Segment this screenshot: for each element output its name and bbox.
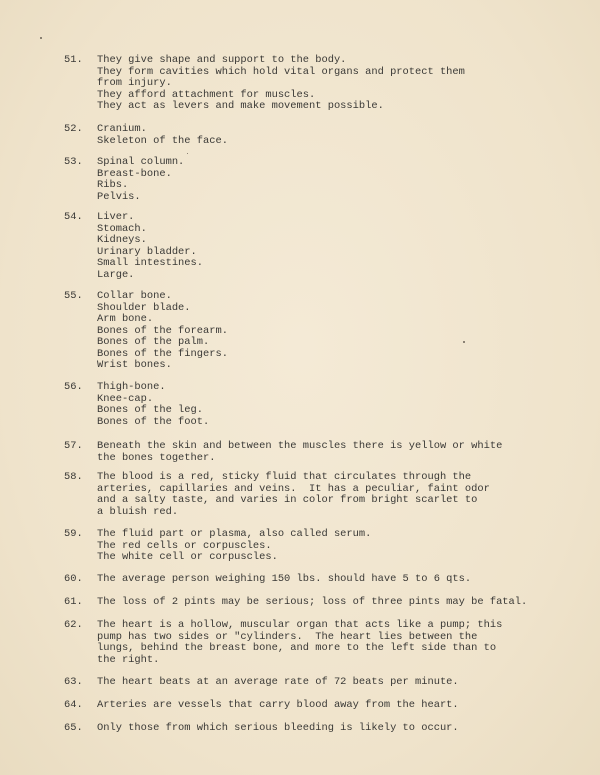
answer-62 (64, 620, 502, 666)
answer-56 (64, 382, 209, 428)
answer-text (97, 55, 465, 113)
answer-number: 53. (64, 156, 83, 168)
answer-58 (64, 472, 490, 518)
answer-line: Ribs. (97, 179, 129, 191)
answer-line: The average person weighing 150 lbs. should have 5 to 6 qts. (97, 573, 472, 585)
answer-line: The red cells or corpuscles. (97, 539, 272, 552)
answer-number: 61. (64, 596, 83, 608)
answer-line: The white cell or corpuscles. (97, 551, 278, 563)
answer-53 (64, 157, 184, 203)
paper-speck (463, 341, 465, 343)
answer-line: Pelvis. (97, 190, 141, 203)
answer-number: 65. (64, 722, 83, 734)
answer-text (97, 723, 459, 735)
answer-number: 63. (64, 676, 83, 688)
answer-line: Bones of the foot. (97, 415, 210, 428)
answer-text (97, 441, 502, 464)
answer-line: pump has two sides or "cylinders. The heart lies between the (97, 630, 478, 643)
answer-line: arteries, capillaries and veins. It has a peculiar, faint odor (97, 482, 490, 495)
answer-text (97, 291, 228, 372)
answer-line: Breast-bone. (97, 167, 172, 180)
answer-line: Knee-cap. (97, 392, 154, 405)
answer-number: 57. (64, 440, 83, 452)
answer-line: Urinary bladder. (97, 245, 197, 258)
answer-text (97, 157, 184, 203)
answer-line: Bones of the fingers. (97, 347, 228, 360)
answer-text (97, 124, 228, 147)
answer-line: Large. (97, 268, 135, 281)
answer-line: The fluid part or plasma, also called serum. (97, 528, 372, 540)
answer-text (97, 700, 459, 712)
answer-text (97, 574, 471, 586)
answer-55 (64, 291, 228, 372)
answer-line: the bones together. (97, 451, 216, 464)
answer-line: They give shape and support to the body. (97, 54, 347, 66)
answer-line: Beneath the skin and between the muscles there is yellow or white (97, 440, 503, 452)
answer-line: Bones of the forearm. (97, 324, 228, 337)
answer-number: 62. (64, 619, 83, 631)
answer-line: Only those from which serious bleeding is likely to occur. (97, 722, 459, 734)
answer-number: 51. (64, 54, 83, 66)
answer-line: Skeleton of the face. (97, 134, 228, 147)
answer-number: 64. (64, 699, 83, 711)
answer-line: They act as levers and make movement possible. (97, 100, 384, 112)
answer-line: lungs, behind the breast bone, and more to the left side than to (97, 642, 497, 654)
answer-number: 52. (64, 123, 83, 135)
answer-61 (64, 597, 527, 609)
answer-line: The heart beats at an average rate of 72 beats per minute. (97, 676, 459, 688)
answer-54 (64, 212, 203, 281)
answer-line: the right. (97, 653, 160, 666)
answer-line: Spinal column. (97, 156, 185, 168)
answer-line: They afford attachment for muscles. (97, 88, 316, 101)
answer-number: 56. (64, 381, 83, 393)
answer-line: Bones of the leg. (97, 404, 204, 416)
answer-number: 59. (64, 528, 83, 540)
answer-line: Collar bone. (97, 290, 172, 302)
answer-line: Thigh-bone. (97, 381, 166, 393)
answer-line: from injury. (97, 77, 172, 89)
answer-59 (64, 529, 371, 564)
answer-number: 55. (64, 290, 83, 302)
answer-63 (64, 677, 459, 689)
answer-text (97, 597, 527, 609)
paper-speck (187, 153, 188, 154)
answer-number: 60. (64, 573, 83, 585)
answer-line: Kidneys. (97, 234, 147, 246)
answer-57 (64, 441, 502, 464)
answer-line: Wrist bones. (97, 359, 172, 371)
answer-text (97, 212, 203, 281)
answer-number: 58. (64, 471, 83, 483)
answer-text (97, 677, 459, 689)
answer-line: Arteries are vessels that carry blood away from the heart. (97, 699, 459, 711)
answer-64 (64, 700, 459, 712)
answer-line: The loss of 2 pints may be serious; loss of three pints may be fatal. (97, 596, 528, 608)
answer-line: Small intestines. (97, 257, 204, 269)
answer-line: Cranium. (97, 123, 147, 135)
answer-text (97, 472, 490, 518)
answer-52 (64, 124, 228, 147)
answer-number: 54. (64, 211, 83, 223)
answer-line: They form cavities which hold vital organs and protect them (97, 65, 465, 78)
answer-line: Stomach. (97, 222, 147, 235)
answer-60 (64, 574, 471, 586)
answer-text (97, 382, 209, 428)
answer-51 (64, 55, 465, 113)
answer-line: The blood is a red, sticky fluid that circulates through the (97, 471, 472, 483)
answer-line: Liver. (97, 211, 135, 223)
answer-line: Bones of the palm. (97, 336, 210, 348)
answer-text (97, 620, 502, 666)
answer-line: Shoulder blade. (97, 301, 191, 314)
answer-line: Arm bone. (97, 313, 154, 325)
answer-line: and a salty taste, and varies in color from bright scarlet to (97, 494, 478, 506)
answer-line: a bluish red. (97, 505, 179, 518)
answer-65 (64, 723, 459, 735)
answer-line: The heart is a hollow, muscular organ that acts like a pump; this (97, 619, 503, 631)
paper-speck (40, 37, 42, 39)
answer-text (97, 529, 371, 564)
